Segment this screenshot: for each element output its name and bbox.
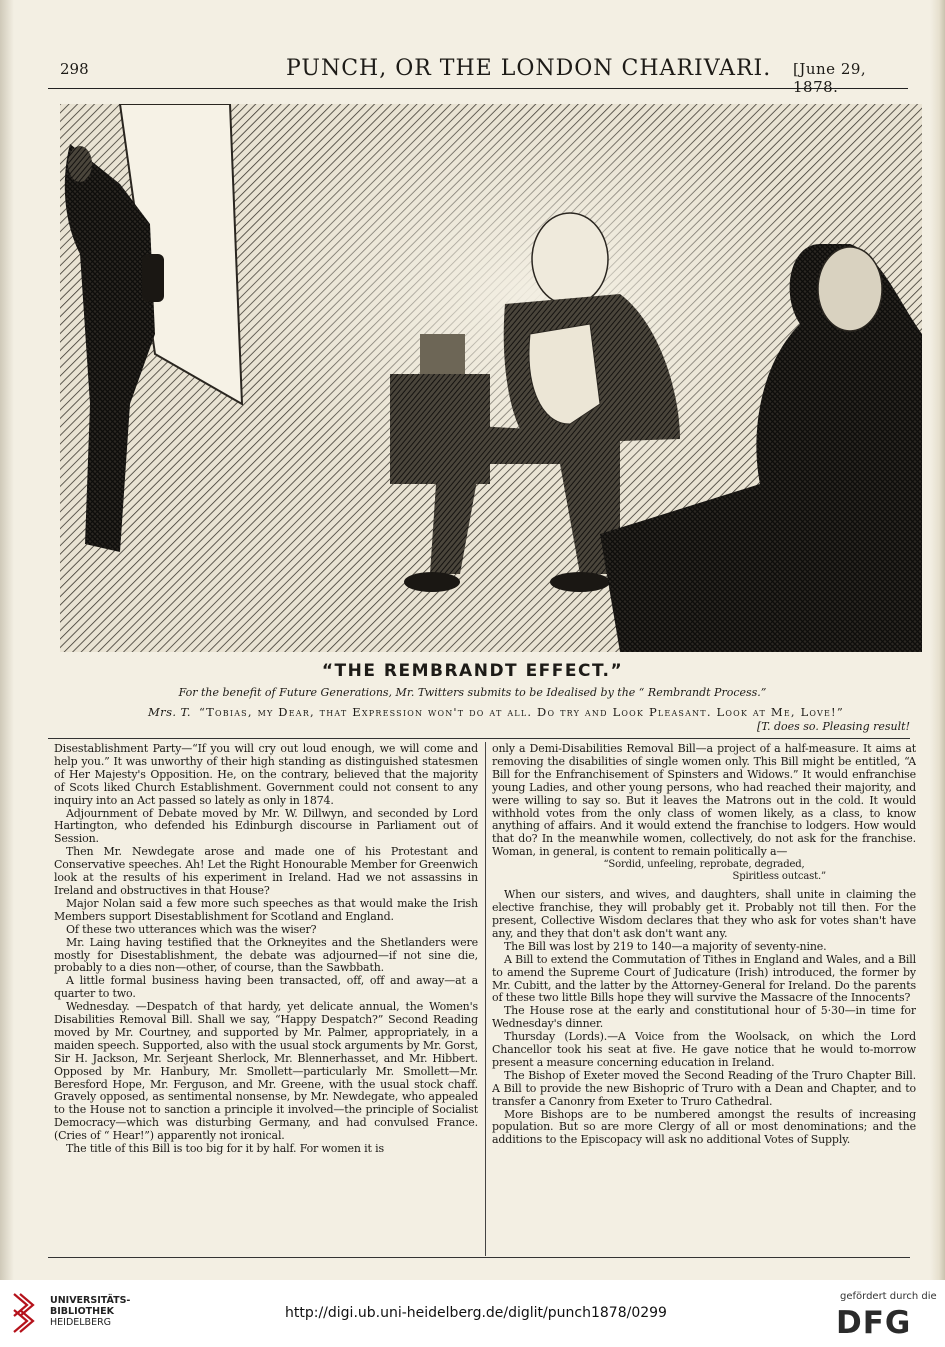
dialog-speaker: Mrs. T. [148, 705, 191, 719]
paragraph: The title of this Bill is too big for it by half. For women it is [66, 1142, 385, 1156]
library-city: HEIDELBERG [50, 1317, 112, 1328]
running-head [48, 56, 908, 96]
paragraph: When our sisters, and wives, and daughters, shall unite in claiming the elective franchise, they will probably get it. Probably not till then. For the present, Collective Wisdom declares that they who ask for votes shan't have any, and they that don't ask don't want any. [492, 888, 916, 940]
paragraph: Thursday (Lords).—A Voice from the Woolsack, on which the Lord Chancellor took his seat at five. He gave notice that he would to-morrow present a measure concerning education in Ireland. [492, 1030, 916, 1069]
page-number: 298 [60, 60, 89, 78]
paragraph: Wednesday. —Despatch of that hardy, yet delicate annual, the Women's Disabilities Removal Bill. Shall we say, “Happy Despatch?” Second Reading moved by Mr. Courtney, and supported by Mr. Palmer, appropriately, in a maiden speech. Supported, also with the usual stock arguments by Mr. Gorst, Sir H. Jackson, Mr. Serjeant Sherlock, Mr. Blennerhasset, and Mr. Hibbert. Opposed by Mr. Hanbury, Mr. Smollett—particularly Mr. Smollett—Mr. Beresford Hope, Mr. Ferguson, and Mr. Greene, with the usual stock chaff. Gravely opposed, as sentimental nonsense, by Mr. Newdegate, who appealed to the House not to sanction a principle it involved—the principle of Socialist Democracy—which was disturbing Germany, and had convulsed France. (Cries of “ Hear!”) apparently not ironical. [54, 1000, 478, 1143]
paragraph: A little formal business having been transacted, off, off and away—at a quarter to two. [54, 974, 478, 1001]
page-title: PUNCH, OR THE LONDON CHARIVARI. [286, 56, 772, 81]
paragraph: A Bill to extend the Commutation of Tithes in England and Wales, and a Bill to amend the Supreme Court of Judicature (Irish) introduced, the former by Mr. Cubitt, and the latter by the Attorney-General for Ireland. Do the parents of these two little Bills hope they will survive the Massacre of the Innocents? [492, 952, 916, 1005]
rule-top [48, 738, 910, 739]
paragraph: Adjournment of Debate moved by Mr. W. Dillwyn, and seconded by Lord Hartington, who defended his Edinburgh discourse in Parliament out of Session. [54, 806, 478, 846]
paragraph: Major Nolan said a few more such speeches as that would make the Irish Members support Disestablishment for Scotland and England. [54, 896, 478, 923]
dialog-text: “Tobias, my Dear, that Expression won't do at all. Do try and Look Pleasant. Look at Me, Love!” [199, 705, 844, 719]
dfg-logo: DFG [836, 1305, 912, 1341]
illustration-dialog [148, 705, 908, 719]
library-name-line: BIBLIOTHEK [50, 1306, 114, 1317]
library-name [50, 1295, 130, 1328]
source-url-link[interactable]: http://digi.ub.uni-heidelberg.de/diglit/punch1878/0299 [285, 1305, 667, 1321]
paragraph: The Bishop of Exeter moved the Second Reading of the Truro Chapter Bill. A Bill to provide the new Bishopric of Truro with a Dean and Chapter, and to transfer a Canonry from Exeter to Truro Cathedral. [492, 1068, 916, 1108]
paragraph: More Bishops are to be numbered amongst the results of increasing population. But so are more Clergy of all or most denominations; and the additions to the Episcopacy will ask no additional Votes of Supply. [492, 1107, 916, 1147]
funded-by-text: gefördert durch die [840, 1291, 937, 1302]
quotation-line: “Sordid, unfeeling, reprobate, degraded, [603, 859, 805, 871]
issue-date: [June 29, 1878. [793, 60, 867, 96]
illustration-subtitle: For the benefit of Future Generations, Mr. Twitters submits to be Idealised by the “ Rembrandt Process.” [178, 686, 767, 699]
library-name-line: UNIVERSITÄTS- [50, 1295, 131, 1306]
library-logo-icon [10, 1288, 44, 1338]
illustration-title: “THE REMBRANDT EFFECT.” [321, 661, 624, 681]
paragraph: The Bill was lost by 219 to 140—a majority of seventy-nine. [504, 939, 827, 953]
paragraph: The House rose at the early and constitutional hour of 5·30—in time for Wednesday's dinner. [492, 1004, 916, 1031]
paragraph: Then Mr. Newdegate arose and made one of his Protestant and Conservative speeches. Ah! Let the Right Honourable Member for Greenwich look at the results of his experiment in Ireland. Had we not assassins in Ireland and obstructives in that House? [54, 845, 478, 897]
paragraph: only a Demi-Disabilities Removal Bill—a project of a half-measure. It aims at removing the disabilities of single women only. This Bill might be entitled, “A Bill for the Enfranchisement of Spinsters and Widows.” It would enfranchise young Ladies, and other young persons, who had reached their majority, and were willing to say so. But it leaves the Matrons out in the cold. It would withhold votes from the only class of women likely, as a class, to know anything of affairs. And it would extend the franchise to lodgers. How would that do? In the meanwhile women, collectively, do not ask for the franchise. Woman, in general, is content to remain politically a— [492, 743, 916, 859]
paragraph: Disestablishment Party—“If you will cry out loud enough, we will come and help you.” It was unworthy of their high standing as distinguished statesmen of Her Majesty's Opposition. He, on the contrary, believed that the majority of Scots liked Church Establishment. Government could not consent to any inquiry into an Act passed so lately as only in 1874. [54, 743, 478, 807]
engraving-illustration [60, 104, 922, 652]
stage-direction: [T. does so. Pleasing result! [756, 720, 910, 733]
right-column [492, 743, 916, 1255]
rule-bottom [48, 1257, 910, 1258]
paragraph: Of these two utterances which was the wiser? [66, 922, 317, 936]
left-column [54, 743, 478, 1255]
engraving-picture [60, 104, 922, 652]
column-divider [485, 742, 486, 1256]
quotation-line: Spiritless outcast.” [732, 871, 826, 883]
page-binding-edge [930, 0, 945, 1280]
paragraph: Mr. Laing having testified that the Orkneyites and the Shetlanders were mostly for Disestablishment, the debate was adjourned—if not sine die, probably to a dies non—other, of course, than the Sawbbath. [54, 935, 478, 975]
